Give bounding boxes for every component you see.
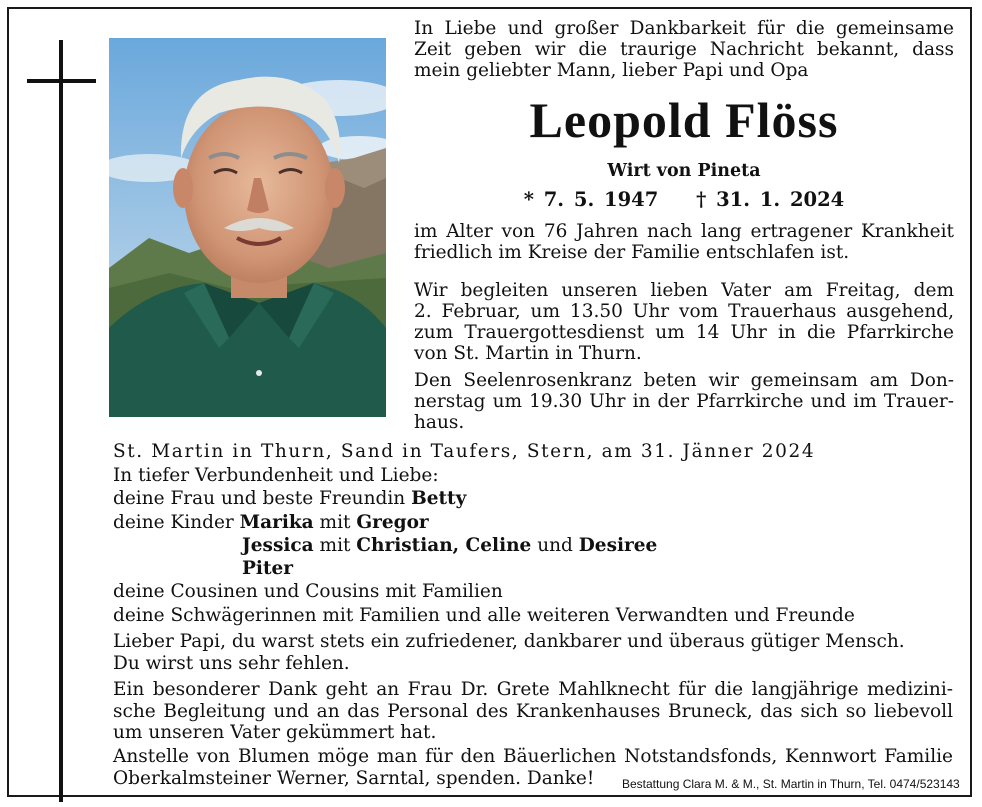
mourner-child-3: Piter — [242, 558, 294, 580]
text-line: Zeit geben wir die traurige Nachricht bekannt, dass — [414, 39, 954, 60]
deceased-subtitle: Wirt von Pineta — [607, 161, 761, 181]
text-line: Anstelle von Blumen möge man für den Bäuerlichen Notstandsfonds, Kennwort Familie — [113, 746, 953, 767]
death-date: † 31. 1. 2024 — [696, 188, 845, 211]
mourner-children: deine Kinder Marika mit Gregor — [113, 511, 429, 533]
text-line: sche Begleitung und an das Personal des Krankenhauses Bruneck, das sich so liebevoll — [113, 700, 953, 722]
text-line: Lieber Papi, du warst stets ein zufriedener, dankbarer und überaus gütiger Mensch. — [113, 631, 905, 652]
text-line: zum Trauergottesdienst um 14 Uhr in die Pfarrkirche — [414, 322, 954, 343]
intro-text — [414, 18, 954, 81]
text-line: Wir begleiten unseren lieben Vater am Freitag, dem — [414, 280, 954, 301]
text-line: Du wirst uns sehr fehlen. — [113, 652, 350, 674]
funeral-text — [414, 280, 954, 364]
mourner-wife: deine Frau und beste Freundin Betty — [113, 488, 467, 510]
text-line: Ein besonderer Dank geht an Frau Dr. Grete Mahlknecht für die langjährige medizini- — [113, 679, 953, 700]
text-line: mein geliebter Mann, lieber Papi und Opa — [414, 60, 809, 81]
text-line: friedlich im Kreise der Familie entschlafen ist. — [414, 242, 850, 263]
text-line: haus. — [414, 412, 465, 433]
age-text — [414, 221, 954, 263]
text-line: um unseren Vater gekümmert hat. — [113, 722, 437, 743]
life-dates — [414, 188, 954, 211]
mourners-list — [113, 464, 855, 627]
mourners-intro: In tiefer Verbundenheit und Liebe: — [113, 465, 439, 486]
text-line: In Liebe und großer Dankbarkeit für die gemeinsame — [414, 18, 954, 39]
thanks-text — [113, 679, 953, 744]
closing-text — [113, 631, 953, 674]
mourner-inlaws: deine Schwägerinnen mit Familien und alle weiteren Verwandten und Freunde — [113, 604, 855, 626]
text-line: Oberkalmsteiner Werner, Sarntal, spenden. Danke! — [113, 767, 595, 789]
mourner-child-2: Jessica mit Christian, Celine und Desiree — [242, 534, 658, 556]
text-line: im Alter von 76 Jahren nach lang ertragener Krankheit — [414, 221, 954, 242]
text-line: von St. Martin in Thurn. — [414, 343, 642, 364]
portrait-photo — [109, 38, 386, 417]
text-line: nerstag um 19.30 Uhr in der Pfarrkirche und im Trauer- — [414, 391, 954, 412]
mourner-cousins: deine Cousinen und Cousins mit Familien — [113, 581, 503, 603]
birth-date: * 7. 5. 1947 — [523, 188, 659, 211]
rosary-text — [414, 370, 954, 433]
text-line: 2. Februar, um 13.50 Uhr vom Trauerhaus ausgehend, — [414, 301, 954, 322]
undertaker-info: Bestattung Clara M. & M., St. Martin in Thurn, Tel. 0474/523143 — [622, 777, 960, 791]
place-date: St. Martin in Thurn, Sand in Taufers, Stern, am 31. Jänner 2024 — [113, 441, 816, 462]
text-line: Den Seelenrosenkranz beten wir gemeinsam am Don- — [414, 370, 954, 391]
deceased-name: Leopold Flöss — [529, 92, 839, 148]
